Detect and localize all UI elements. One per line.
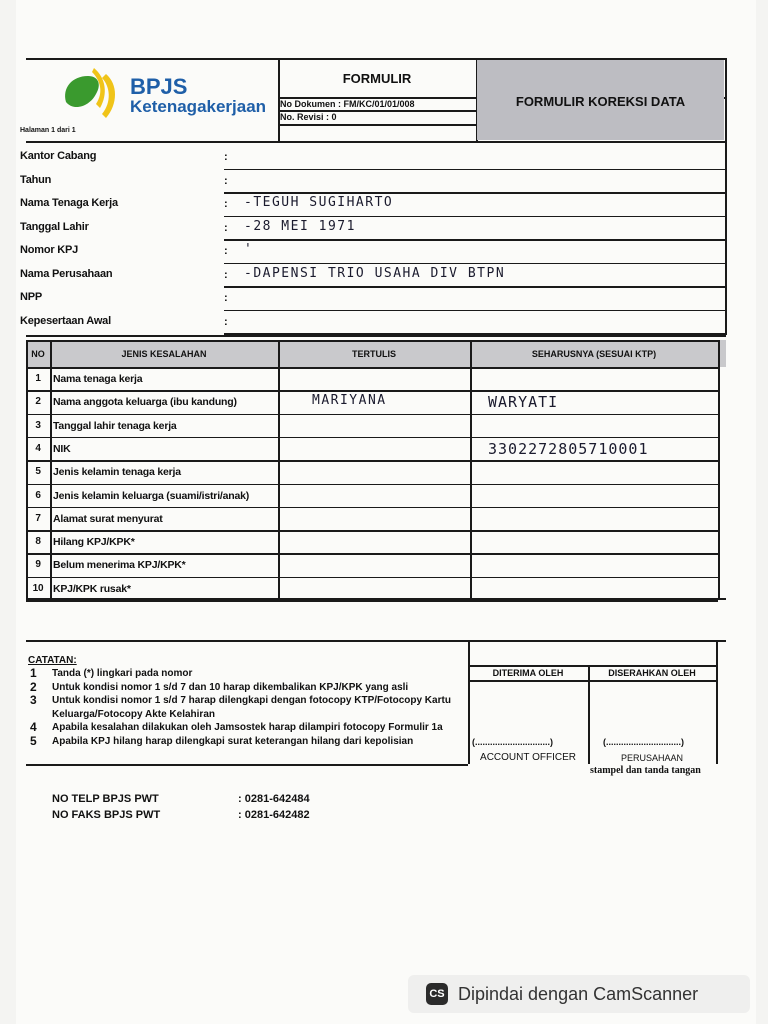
table-row-line — [26, 577, 718, 579]
scanned-document — [16, 0, 756, 1024]
note-text: Tanda (*) lingkari pada nomor — [52, 668, 193, 679]
contact-value: : 0281-642482 — [238, 809, 310, 821]
field-bottom-line — [26, 335, 726, 337]
contact-value: : 0281-642484 — [238, 793, 310, 805]
row-error-type: Nama tenaga kerja — [53, 373, 143, 385]
row-error-type: Tanggal lahir tenaga kerja — [53, 419, 177, 432]
doc-number: No Dokumen : FM/KC/01/01/008 — [280, 99, 415, 109]
field-colon: : — [224, 174, 228, 187]
form-label: FORMULIR — [342, 71, 412, 86]
field-colon: : — [224, 268, 228, 281]
field-underline — [224, 192, 726, 194]
row-number: 7 — [35, 512, 41, 524]
notes-title: CATATAN: — [28, 655, 77, 666]
row-number: 3 — [35, 419, 41, 431]
received-signature-blank: (..............................) — [472, 737, 554, 747]
table-header-cell: JENIS KESALAHAN — [121, 349, 207, 359]
table-row-line — [26, 437, 718, 439]
note-number: 5 — [30, 733, 37, 748]
camscanner-watermark — [408, 975, 750, 1013]
row-error-type: NIK — [53, 442, 71, 455]
field-label: Nama Perusahaan — [20, 267, 113, 280]
row-error-type: Jenis kelamin tenaga kerja — [53, 466, 181, 479]
row-number: 4 — [35, 442, 41, 454]
revision-number: No. Revisi : 0 — [280, 112, 337, 122]
logo-text: BPJS — [130, 74, 188, 99]
table-row-line — [26, 507, 718, 509]
row-correct-value: 3302272805710001 — [488, 439, 649, 458]
table-top-line — [26, 340, 718, 342]
field-value: -TEGUH SUGIHARTO — [244, 195, 394, 210]
contact-label: NO TELP BPJS PWT — [52, 793, 159, 805]
table-row-line — [26, 553, 718, 555]
field-value: -28 MEI 1971 — [244, 218, 356, 234]
field-underline — [224, 286, 726, 288]
note-text: Apabila KPJ hilang harap dilengkapi surat keterangan hilang dari kepolisian — [52, 735, 414, 747]
note-text: Apabila kesalahan dilakukan oleh Jamsostek harap dilampiri fotocopy Formulir 1a — [52, 722, 443, 733]
field-border — [725, 141, 727, 335]
row-number: 5 — [35, 466, 41, 478]
row-number: 6 — [35, 489, 41, 501]
logo-subtext: Ketenagakerjaan — [130, 97, 267, 116]
page-note: Halaman 1 dari 1 — [20, 127, 76, 134]
company-label: PERUSAHAAN — [620, 753, 683, 763]
camscanner-text: Dipindai dengan CamScanner — [458, 983, 699, 1004]
contact-label: NO FAKS BPJS PWT — [52, 809, 161, 821]
table-row-line — [26, 484, 718, 486]
row-number: 10 — [32, 582, 44, 594]
field-underline — [224, 216, 726, 218]
table-header-cell: NO — [31, 349, 45, 359]
row-correct-value: WARYATI — [488, 393, 559, 412]
table-row-line — [26, 460, 718, 462]
account-officer-label: ACCOUNT OFFICER — [480, 752, 576, 763]
field-value: ' — [244, 242, 254, 257]
row-number: 9 — [35, 559, 41, 571]
field-label: Tanggal Lahir — [20, 220, 89, 233]
table-column-line — [718, 340, 720, 600]
submitted-by-label: DISERAHKAN OLEH — [608, 668, 696, 678]
field-label: Nomor KPJ — [20, 244, 79, 256]
row-error-type: Alamat surat menyurat — [53, 512, 163, 525]
table-column-line — [278, 340, 280, 600]
table-row-line — [26, 367, 718, 369]
row-error-type: Belum menerima KPJ/KPK* — [53, 559, 186, 572]
field-underline — [224, 310, 726, 312]
field-value: -DAPENSI TRIO USAHA DIV BTPN — [244, 265, 506, 281]
row-error-type: Hilang KPJ/KPK* — [53, 536, 135, 549]
table-column-line — [470, 340, 472, 600]
table-row-line — [26, 530, 718, 532]
field-colon: : — [224, 151, 228, 163]
field-colon: : — [224, 315, 228, 328]
table-row-line — [26, 390, 718, 392]
row-number: 1 — [35, 373, 41, 384]
field-underline — [224, 263, 726, 265]
note-text: Keluarga/Fotocopy Akte Kelahiran — [52, 708, 215, 720]
note-number: 4 — [30, 720, 37, 734]
submitted-signature-blank: (..............................) — [603, 737, 685, 747]
received-by-label: DITERIMA OLEH — [492, 668, 564, 678]
table-column-line — [50, 340, 52, 600]
field-underline — [224, 239, 726, 241]
table-header-cell: SEHARUSNYA (SESUAI KTP) — [531, 349, 657, 359]
field-colon: : — [224, 221, 228, 234]
note-text: Untuk kondisi nomor 1 s/d 7 harap dilengkapi dengan fotocopy KTP/Fotocopy Kartu — [52, 695, 451, 706]
table-bottom-line — [26, 600, 718, 602]
bpjs-logo-icon — [58, 64, 128, 124]
field-label: Kantor Cabang — [20, 150, 97, 162]
table-header-cell: TERTULIS — [352, 349, 396, 359]
note-number: 3 — [30, 693, 37, 707]
field-label: NPP — [20, 291, 43, 303]
camscanner-icon: CS — [426, 983, 448, 1005]
note-text: Untuk kondisi nomor 1 s/d 7 dan 10 harap dikembalikan KPJ/KPK yang asli — [52, 681, 409, 693]
row-number: 2 — [35, 396, 41, 408]
row-number: 8 — [35, 536, 41, 548]
field-colon: : — [224, 245, 228, 257]
field-label: Tahun — [20, 173, 52, 186]
field-colon: : — [224, 292, 228, 304]
row-written-value: MARIYANA — [312, 393, 387, 409]
table-row-line — [26, 414, 718, 416]
field-label: Kepesertaan Awal — [20, 314, 111, 327]
row-error-type: Jenis kelamin keluarga (suami/istri/anak) — [53, 489, 250, 502]
stamp-note: stampel dan tanda tangan — [590, 765, 701, 776]
field-colon: : — [224, 198, 228, 210]
form-title: FORMULIR KOREKSI DATA — [515, 94, 686, 109]
bpjs-logo — [58, 64, 288, 124]
note-number: 1 — [30, 666, 37, 680]
row-error-type: KPJ/KPK rusak* — [53, 582, 131, 595]
field-underline — [224, 169, 726, 171]
field-label: Nama Tenaga Kerja — [20, 197, 118, 209]
row-error-type: Nama anggota keluarga (ibu kandung) — [53, 396, 237, 409]
note-number: 2 — [30, 679, 37, 694]
